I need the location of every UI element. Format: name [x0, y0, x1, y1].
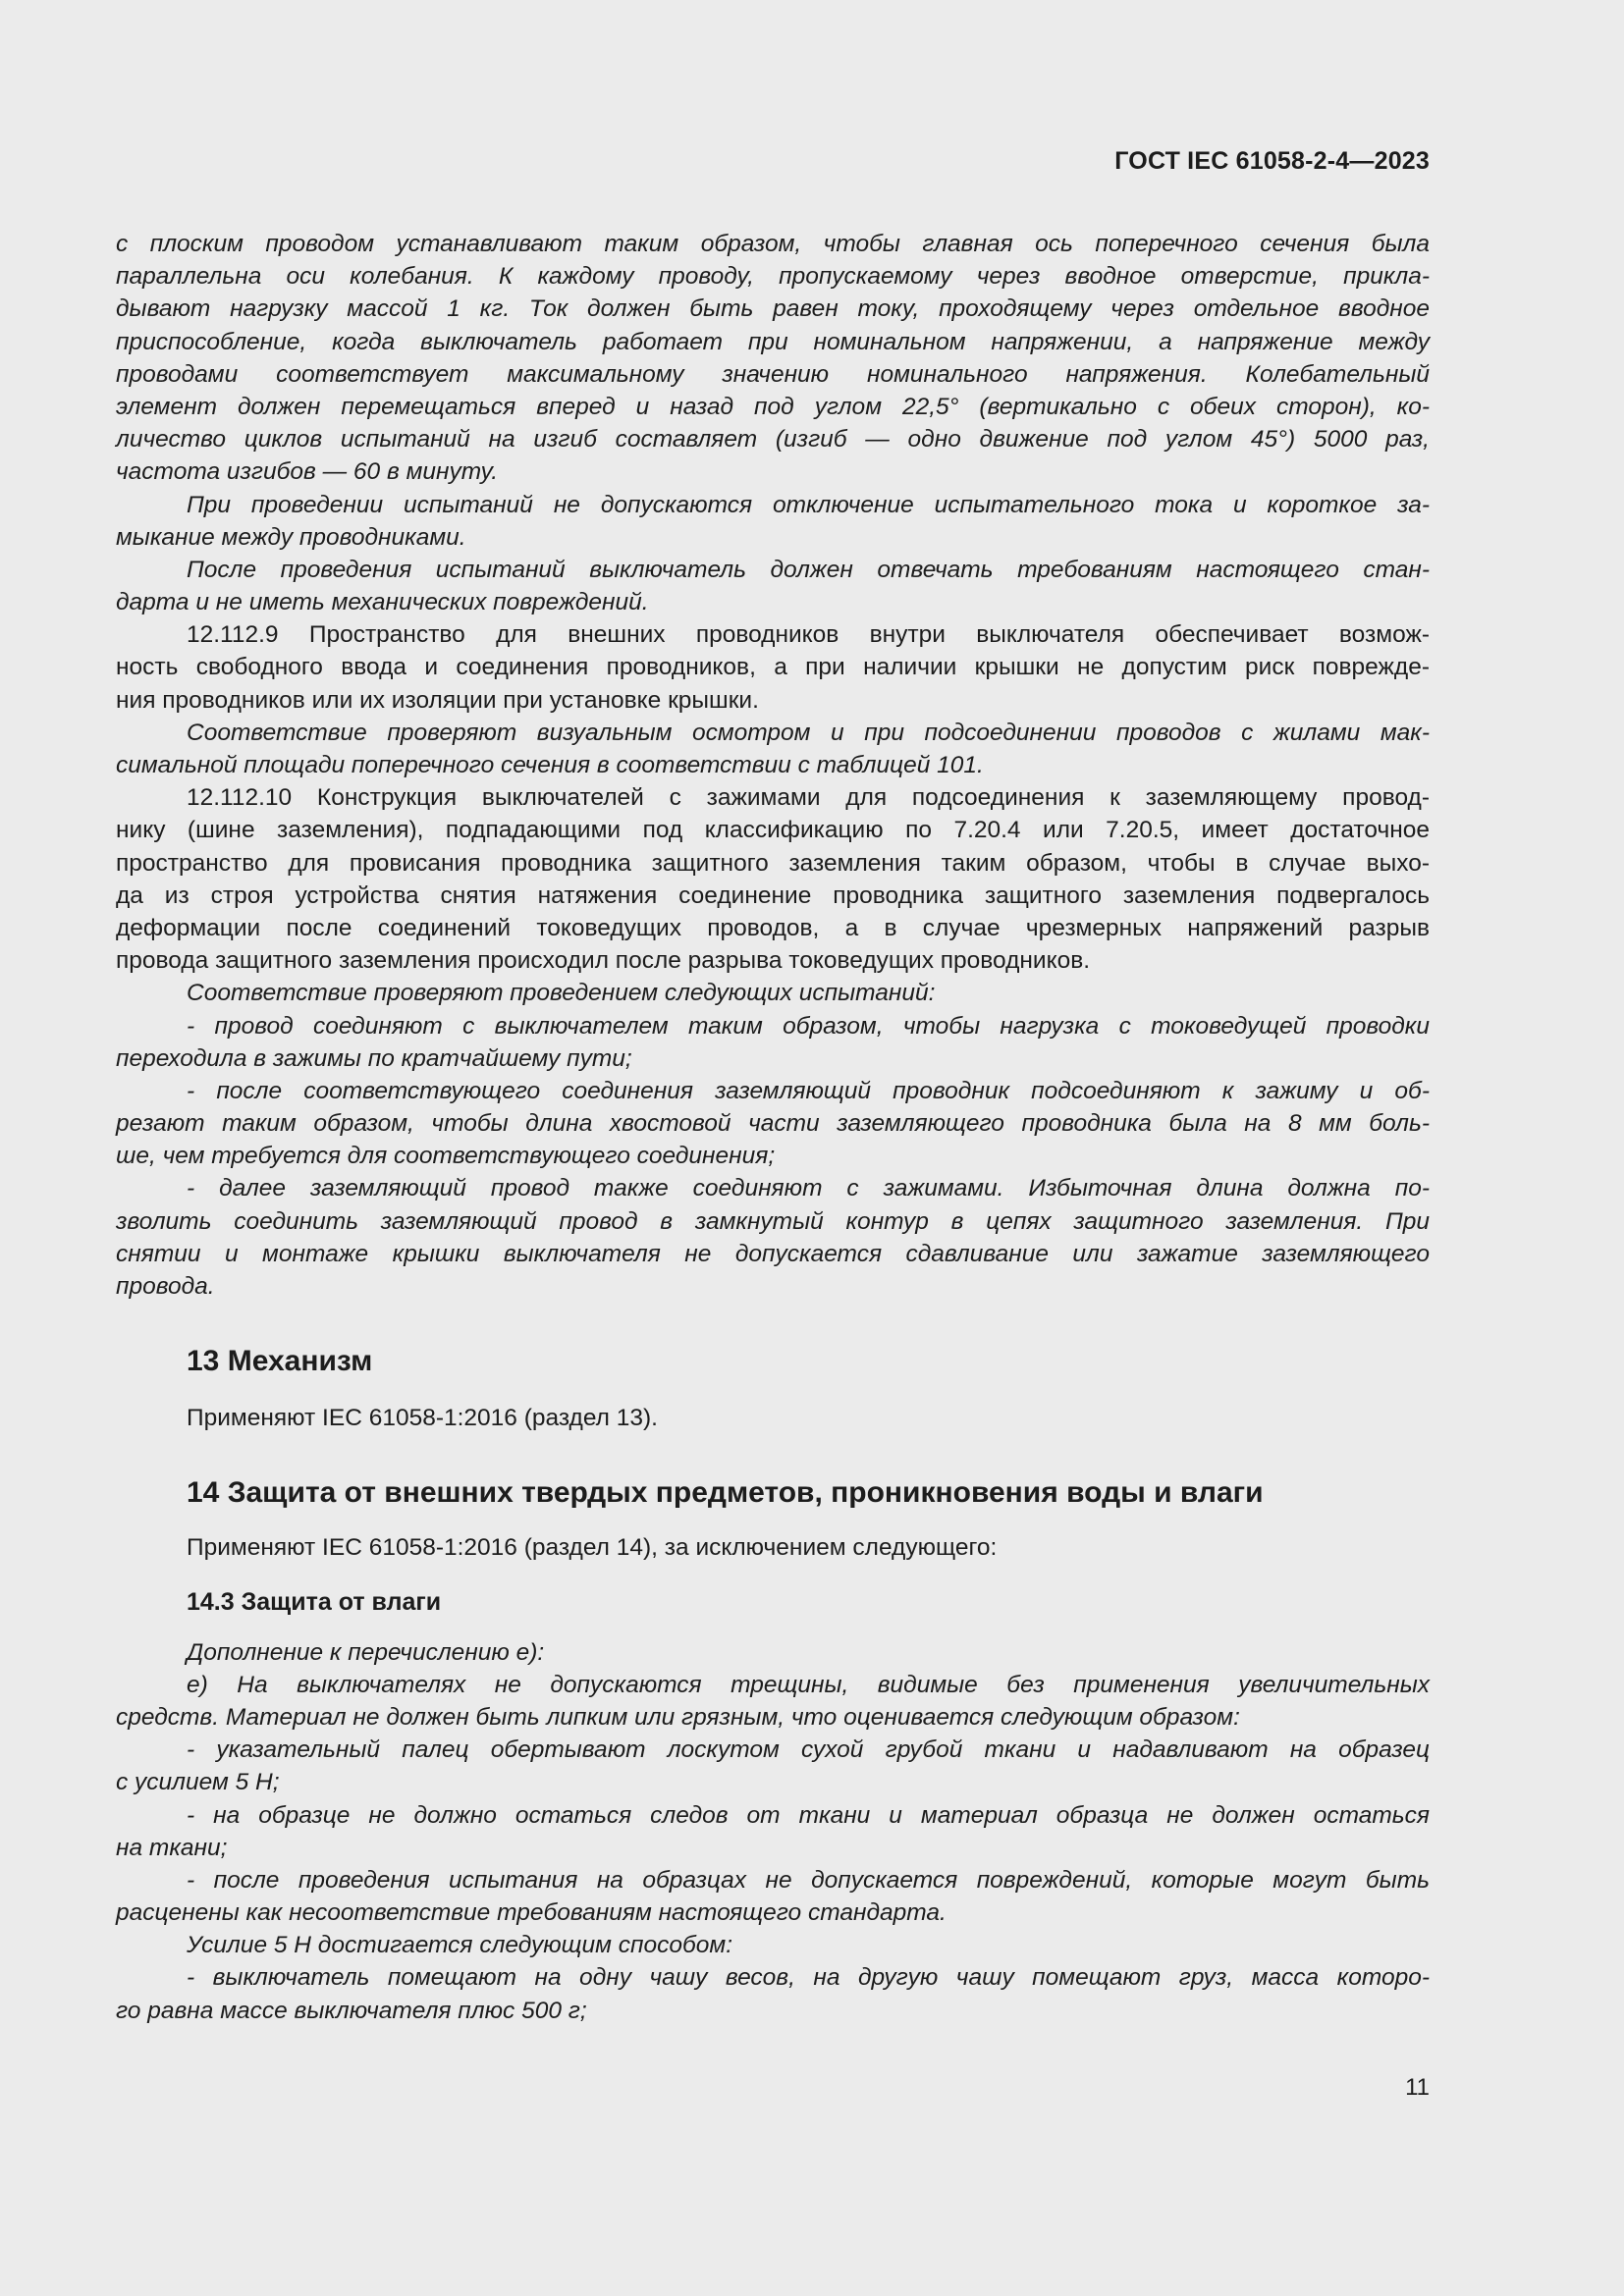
- paragraph-compliance-tests: [116, 977, 1430, 1009]
- text-line: - после проведения испытания на образцах не допускается повреждений, которые могут быть: [187, 1866, 1430, 1894]
- text-line: провода защитного заземления происходил после разрыва токоведущих проводников.: [116, 947, 1091, 975]
- text-line: да из строя устройства снятия натяжения соединение проводника защитного заземления подвергалось: [116, 881, 1430, 909]
- text-line: - провод соединяют с выключателем таким образом, чтобы нагрузка с токоведущей проводки: [187, 1012, 1430, 1040]
- text-line: на ткани;: [116, 1834, 228, 1861]
- text-line: дывают нагрузку массой 1 кг. Ток должен быть равен току, проходящему через отдельное вводное: [116, 295, 1430, 323]
- text-line: переходила в зажимы по кратчайшему пути;: [116, 1044, 632, 1072]
- text-line: проводами соответствует максимальному значению номинального напряжения. Колебательный: [116, 360, 1430, 388]
- paragraph-compliance-visual: [116, 717, 1430, 781]
- text-line: го равна массе выключателя плюс 500 г;: [116, 1997, 587, 2024]
- text-line: пространство для провисания проводника защитного заземления таким образом, чтобы в случае выхо-: [116, 849, 1430, 877]
- section-14-heading: 14 Защита от внешних твердых предметов, проникновения воды и влаги: [187, 1476, 1264, 1510]
- text-line: Соответствие проверяют проведением следующих испытаний:: [187, 980, 936, 1007]
- text-line: элемент должен перемещаться вперед и назад под углом 22,5° (вертикально с обеих сторон), ко-: [116, 393, 1430, 420]
- list-item-moisture-3: [116, 1864, 1430, 1929]
- paragraph-item-e: [116, 1669, 1430, 1734]
- text-line: Применяют IEC 61058-1:2016 (раздел 13).: [187, 1405, 658, 1432]
- text-line: ния проводников или их изоляции при установке крышки.: [116, 686, 759, 714]
- text-line: провода.: [116, 1273, 215, 1300]
- text-line: - на образце не должно остаться следов от ткани и материал образца не должен остаться: [187, 1801, 1430, 1829]
- document-body: [116, 228, 1430, 2027]
- text-line: параллельна оси колебания. К каждому проводу, пропускаемому через вводное отверстие, прикла-: [116, 263, 1430, 291]
- text-line: 12.112.10 Конструкция выключателей с зажимами для подсоединения к заземляющему провод-: [187, 784, 1430, 812]
- text-line: Применяют IEC 61058-1:2016 (раздел 14), за исключением следующего:: [187, 1534, 998, 1562]
- text-line: расценены как несоответствие требованиям настоящего стандарта.: [116, 1899, 947, 1927]
- text-line: симальной площади поперечного сечения в соответствии с таблицей 101.: [116, 752, 984, 778]
- text-line: личество циклов испытаний на изгиб составляет (изгиб — одно движение под углом 45°) 5000 раз,: [116, 426, 1430, 454]
- text-line: Дополнение к перечислению e):: [187, 1638, 545, 1666]
- list-item-scale-method: [116, 1961, 1430, 2026]
- text-line: приспособление, когда выключатель работает при номинальном напряжении, а напряжение между: [116, 328, 1430, 355]
- text-line: e) На выключателях не допускаются трещины, видимые без применения увеличительных: [187, 1671, 1430, 1698]
- list-item-test-2: [116, 1075, 1430, 1173]
- text-line: 12.112.9 Пространство для внешних проводников внутри выключателя обеспечивает возмож-: [187, 621, 1430, 649]
- text-line: После проведения испытаний выключатель должен отвечать требованиям настоящего стан-: [187, 556, 1430, 583]
- text-line: ность свободного ввода и соединения проводников, а при наличии крышки не допустим риск поврежде-: [116, 654, 1430, 681]
- text-line: с усилием 5 Н;: [116, 1769, 280, 1796]
- text-line: резают таким образом, чтобы длина хвостовой части заземляющего проводника была на 8 мм боль-: [116, 1110, 1430, 1138]
- section-13-text: [116, 1402, 1430, 1434]
- text-line: нику (шине заземления), подпадающими под классификацию по 7.20.4 или 7.20.5, имеет достаточное: [116, 817, 1430, 844]
- section-14-text: [116, 1531, 1430, 1564]
- list-item-moisture-2: [116, 1799, 1430, 1864]
- paragraph-bending-test: [116, 228, 1430, 489]
- text-line: - после соответствующего соединения заземляющий проводник подсоединяют к зажиму и об-: [187, 1077, 1430, 1104]
- subsection-14-3-heading: 14.3 Защита от влаги: [187, 1587, 442, 1616]
- text-line: - выключатель помещают на одну чашу весов, на другую чашу помещают груз, масса которо-: [187, 1964, 1430, 1992]
- paragraph-no-disconnection: [116, 489, 1430, 554]
- text-line: с плоским проводом устанавливают таким образом, чтобы главная ось поперечного сечения была: [116, 231, 1430, 257]
- text-line: деформации после соединений токоведущих проводов, а в случае чрезмерных напряжений разрыв: [116, 914, 1430, 941]
- text-line: средств. Материал не должен быть липким или грязным, что оценивается следующим образом:: [116, 1703, 1240, 1731]
- text-line: Усилие 5 Н достигается следующим способом:: [187, 1932, 732, 1959]
- clause-12-112-9: [116, 618, 1430, 717]
- addition-label: [116, 1636, 1430, 1669]
- text-line: мыкание между проводниками.: [116, 523, 466, 551]
- text-line: дарта и не иметь механических повреждений.: [116, 589, 649, 616]
- text-line: снятии и монтаже крышки выключателя не допускается сдавливание или зажатие заземляющего: [116, 1240, 1430, 1267]
- clause-12-112-10: [116, 781, 1430, 977]
- text-line: При проведении испытаний не допускаются отключение испытательного тока и короткое за-: [187, 491, 1430, 518]
- paragraph-force-method: [116, 1929, 1430, 1961]
- text-line: ше, чем требуется для соответствующего соединения;: [116, 1143, 776, 1170]
- document-page: [116, 0, 1430, 2296]
- list-item-test-1: [116, 1010, 1430, 1075]
- paragraph-after-test: [116, 554, 1430, 618]
- text-line: - далее заземляющий провод также соединяют с зажимами. Избыточная длина должна по-: [187, 1175, 1430, 1202]
- text-line: - указательный палец обертывают лоскутом сухой грубой ткани и надавливают на образец: [187, 1736, 1430, 1764]
- page-number: 11: [1405, 2074, 1430, 2101]
- text-line: частота изгибов — 60 в минуту.: [116, 458, 499, 486]
- section-13-heading: 13 Механизм: [187, 1345, 373, 1378]
- text-line: Соответствие проверяют визуальным осмотром и при подсоединении проводов с жилами мак-: [187, 719, 1430, 746]
- text-line: зволить соединить заземляющий провод в замкнутый контур в цепях защитного заземления. При: [116, 1207, 1430, 1235]
- document-code-header: ГОСТ IEC 61058-2-4—2023: [1114, 147, 1430, 175]
- list-item-moisture-1: [116, 1734, 1430, 1798]
- list-item-test-3: [116, 1172, 1430, 1303]
